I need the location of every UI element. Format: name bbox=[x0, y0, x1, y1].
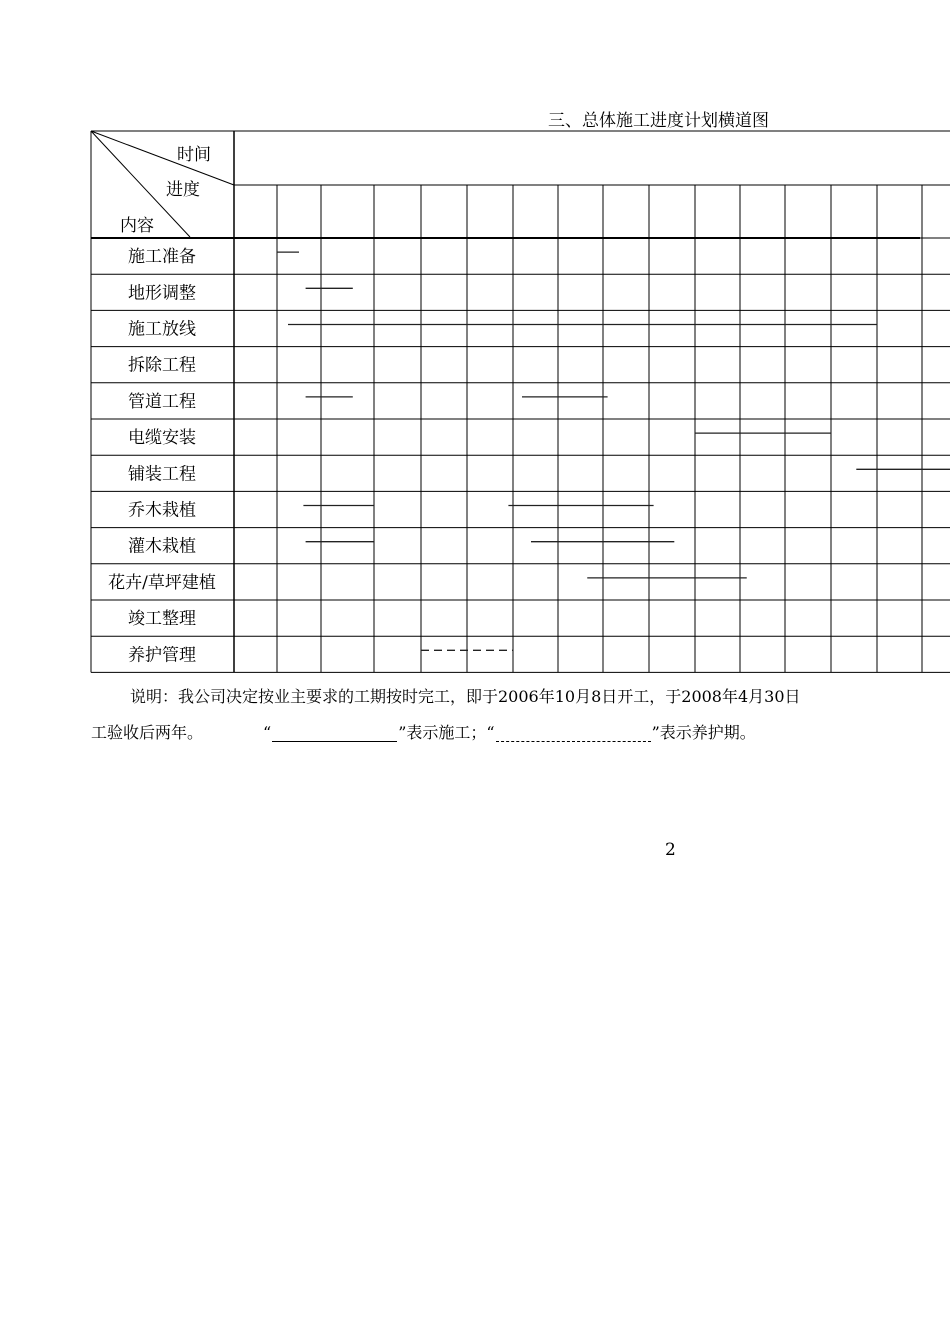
header-diagonal-cell bbox=[91, 131, 234, 237]
dashed-line-legend bbox=[496, 741, 651, 742]
task-bars bbox=[277, 252, 950, 650]
task-label: 花卉/草坪建植 bbox=[108, 572, 216, 593]
task-labels bbox=[108, 247, 216, 665]
solid-legend-text: ”表示施工； bbox=[398, 723, 487, 742]
task-label: 竣工整理 bbox=[128, 609, 196, 630]
diagonal-line bbox=[91, 131, 234, 185]
dashed-legend-text: ”表示养护期。 bbox=[651, 723, 756, 742]
chart-title: 三、总体施工进度计划横道图 bbox=[548, 111, 769, 131]
task-label: 养护管理 bbox=[128, 645, 196, 666]
note-line-2 bbox=[91, 720, 756, 743]
task-label: 施工放线 bbox=[128, 319, 196, 340]
page-number: 2 bbox=[665, 840, 676, 860]
task-label: 管道工程 bbox=[128, 391, 196, 412]
note-line-1: 说明：我公司决定按业主要求的工期按时完工，即于2006年10月8日开工，于2008年4月30日 bbox=[130, 687, 801, 706]
open-quote: “ bbox=[486, 723, 495, 742]
header-content-label: 内容 bbox=[120, 216, 154, 236]
table-grid bbox=[91, 131, 950, 672]
task-label: 拆除工程 bbox=[128, 355, 196, 376]
task-label: 电缆安装 bbox=[128, 428, 196, 449]
task-label: 地形调整 bbox=[128, 283, 196, 304]
solid-line-legend bbox=[272, 741, 397, 742]
header-progress-label: 进度 bbox=[166, 180, 200, 200]
task-label: 铺装工程 bbox=[128, 464, 196, 485]
task-label: 施工准备 bbox=[128, 247, 196, 268]
task-label: 灌木栽植 bbox=[128, 536, 196, 557]
task-label: 乔木栽植 bbox=[128, 500, 196, 521]
header-time-label: 时间 bbox=[177, 145, 211, 165]
open-quote: “ bbox=[263, 723, 272, 742]
note-prefix: 工验收后两年。 bbox=[91, 723, 204, 742]
